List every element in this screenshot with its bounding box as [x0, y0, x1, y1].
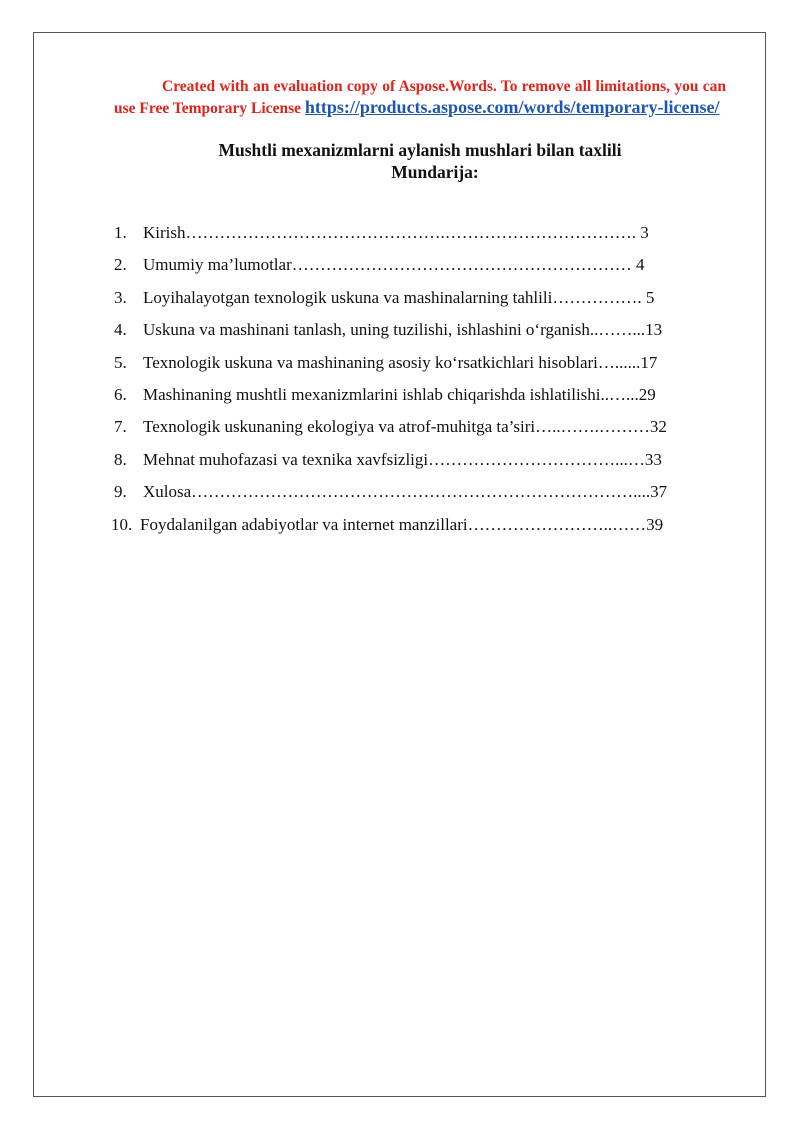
toc-entry-label: Mehnat muhofazasi va texnika xavfsizligi……………………………...…33	[143, 449, 662, 469]
toc-entry-8	[114, 448, 724, 480]
temporary-license-link[interactable]: https://products.aspose.com/words/temporary-license/	[304, 97, 720, 117]
toc-entry-number: 9.	[114, 482, 127, 502]
toc-entry-label: Loyihalayotgan texnologik uskuna va mashinalarning tahlili……………. 5	[143, 287, 655, 307]
toc-entry-label: Kirish……………………………………….……………………………. 3	[143, 223, 649, 242]
toc-entry-2	[114, 253, 724, 285]
toc-entry-number: 2.	[114, 255, 127, 275]
toc-entry-1	[114, 221, 724, 253]
toc-entry-label: Xulosa……………………………………………………………………....37	[143, 482, 668, 502]
toc-entry-5	[114, 351, 724, 383]
toc-entry-number: 5.	[114, 352, 127, 372]
toc-entry-number: 1.	[114, 223, 127, 242]
toc-entry-label: Foydalanilgan adabiyotlar va internet manzillari……………………..……39	[140, 514, 664, 534]
toc-entry-label: Uskuna va mashinani tanlash, uning tuzilishi, ishlashini o‘rganish..……...13	[143, 320, 663, 340]
evaluation-notice-text: Created with an evaluation copy of Aspose.Words. To remove all limitations, you can use Free Temporary License	[114, 78, 726, 117]
toc-entry-number: 8.	[114, 449, 127, 469]
toc-heading: Mundarija:	[391, 162, 479, 182]
table-of-contents	[111, 221, 724, 545]
toc-entry-label: Texnologik uskuna va mashinaning asosiy ko‘rsatkichlari hisoblari…......17	[143, 352, 658, 372]
evaluation-notice	[114, 76, 726, 119]
toc-entry-label: Mashinaning mushtli mexanizmlarini ishlab chiqarishda ishlatilishi..…...29	[143, 384, 656, 404]
toc-entry-3	[114, 286, 724, 318]
toc-entry-7	[114, 415, 724, 447]
toc-entry-label: Umumiy ma’lumotlar…………………………………………………… 4	[143, 255, 645, 275]
toc-entry-number: 10.	[111, 514, 133, 534]
toc-entry-label: Texnologik uskunaning ekologiya va atrof-muhitga ta’siri…..…….………32	[143, 417, 667, 437]
toc-entry-number: 7.	[114, 417, 127, 437]
toc-entry-10	[111, 513, 724, 545]
page-frame	[33, 32, 766, 1097]
toc-entry-number: 6.	[114, 384, 127, 404]
toc-entry-number: 4.	[114, 320, 127, 340]
toc-entry-number: 3.	[114, 287, 127, 307]
document-title: Mushtli mexanizmlarni aylanish mushlari bilan taxlili	[218, 140, 622, 160]
toc-entry-4	[114, 318, 724, 350]
toc-entry-9	[114, 480, 724, 512]
toc-entry-6	[114, 383, 724, 415]
